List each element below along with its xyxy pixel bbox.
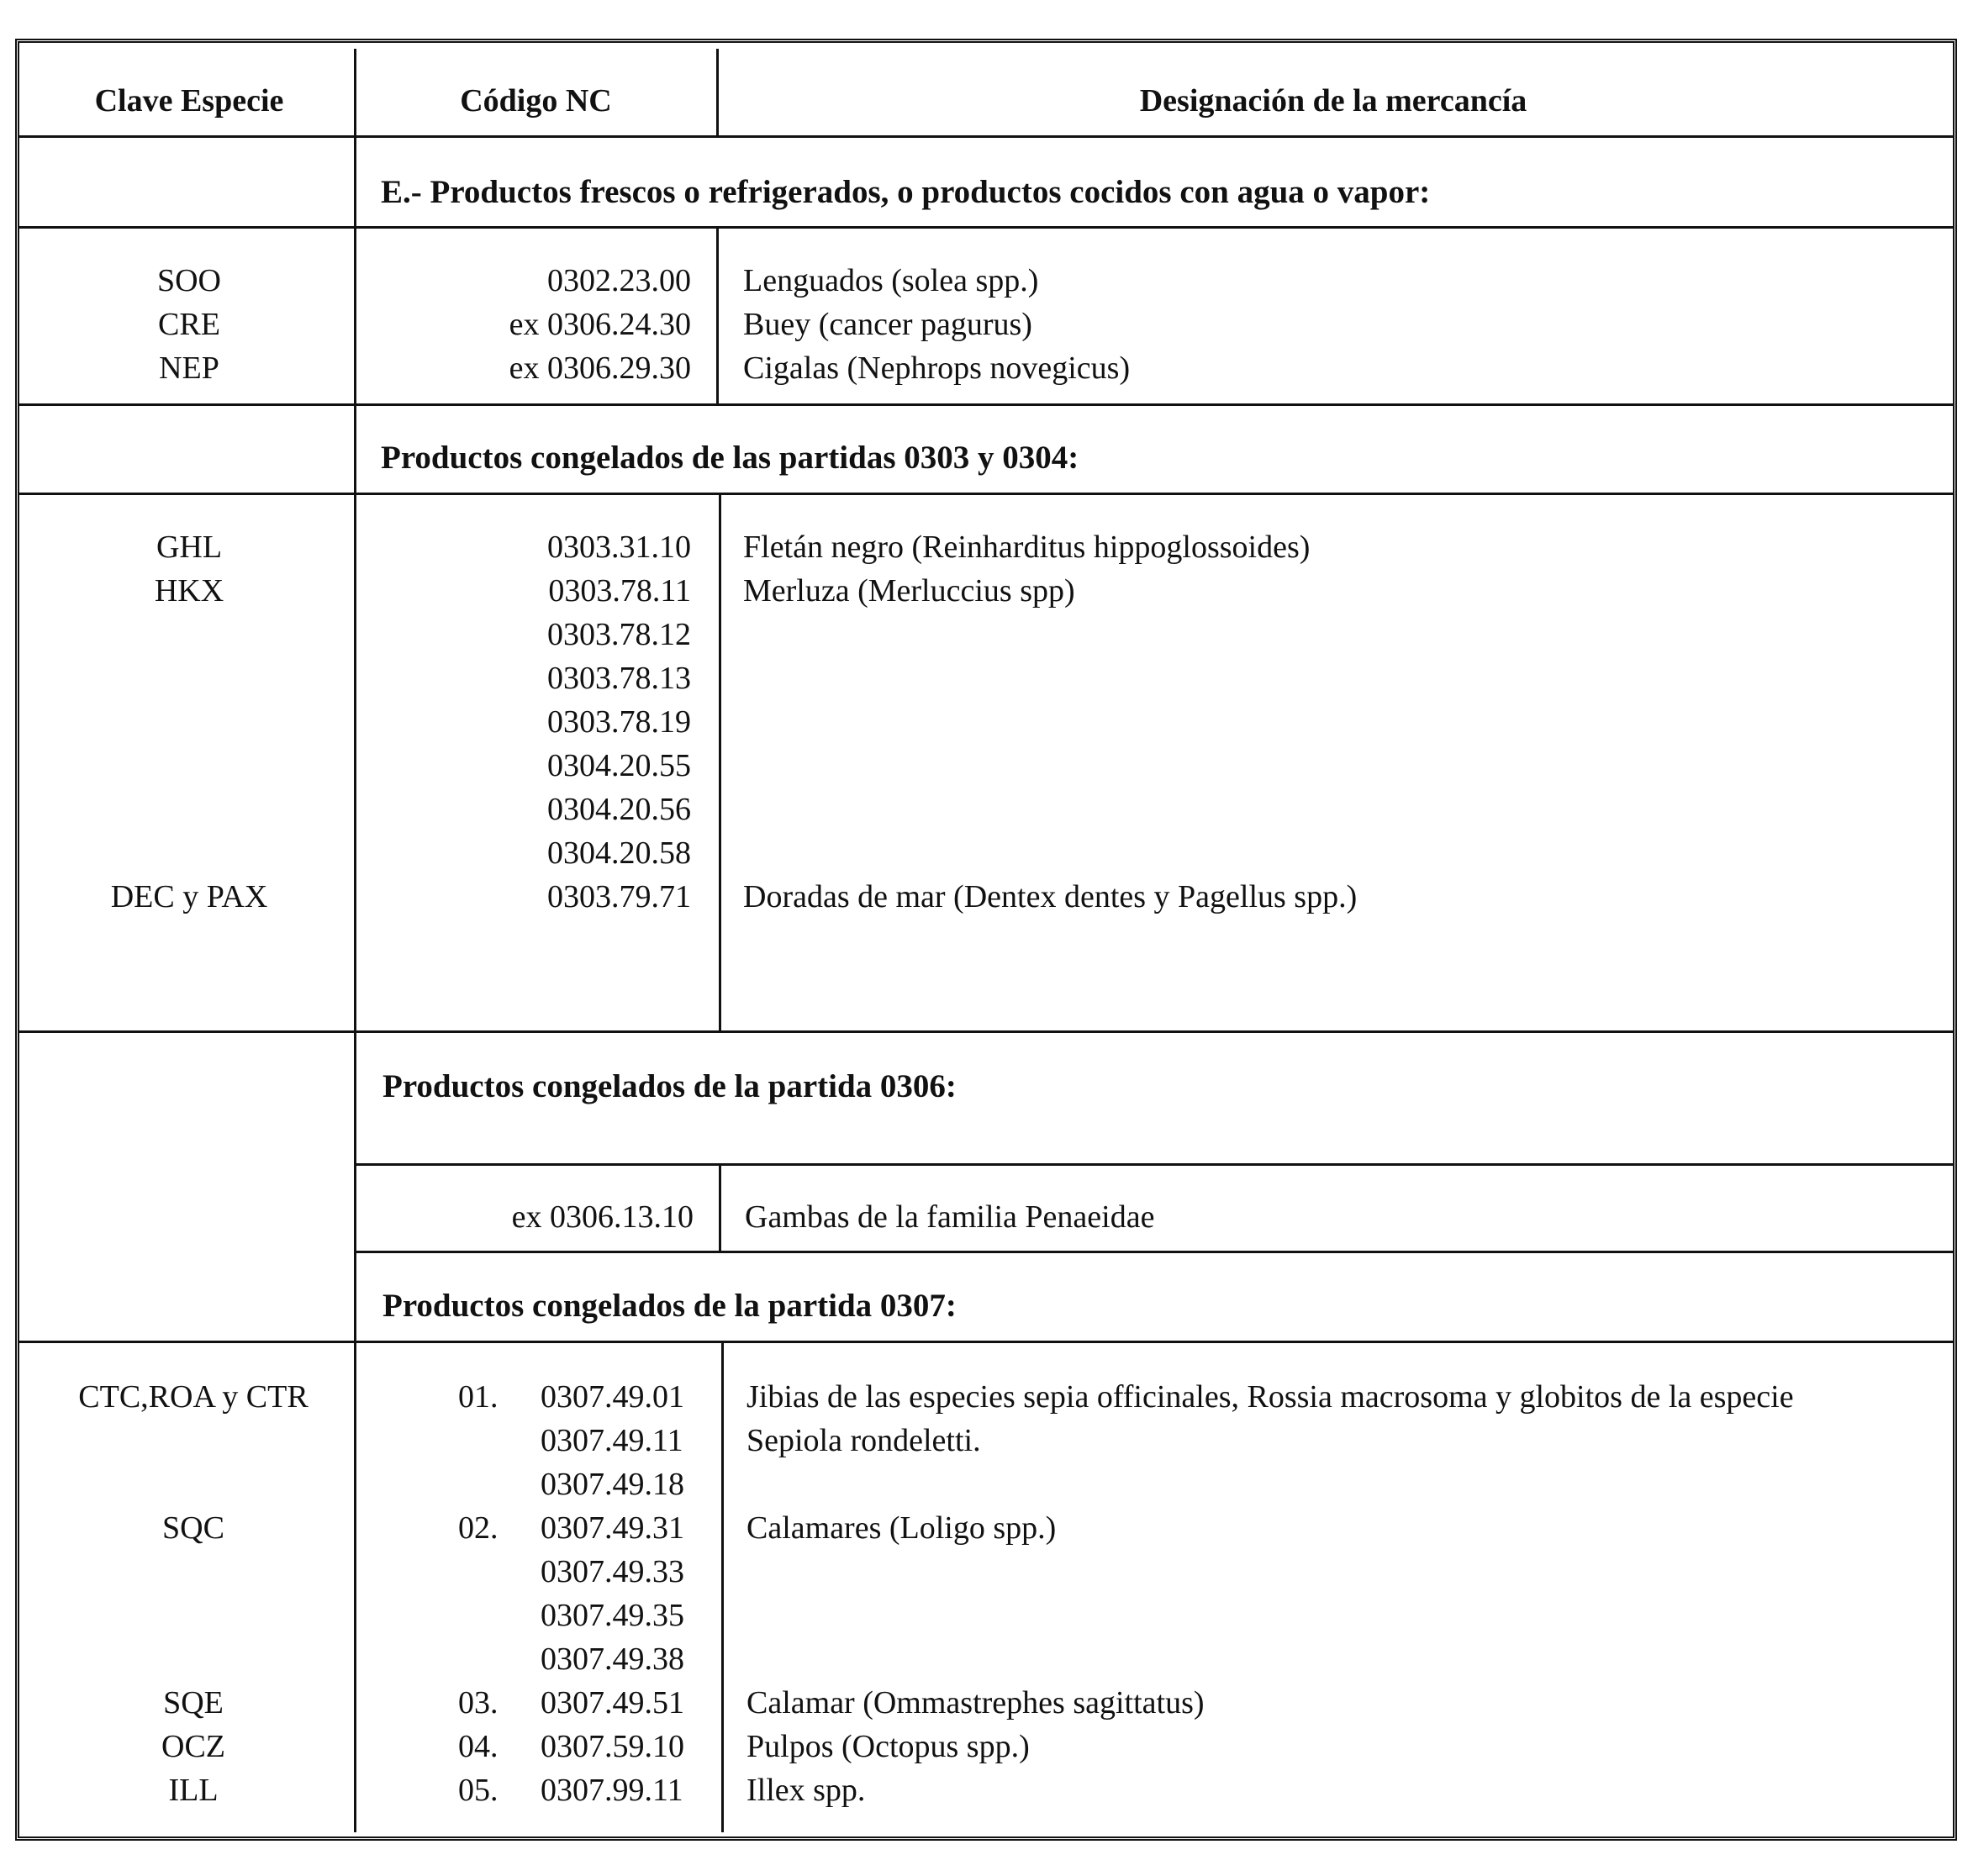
designacion-cell <box>746 1594 1794 1637</box>
row-divider-section-e-end <box>19 403 1953 406</box>
section-title-0307: Productos congelados de la partida 0307: <box>382 1288 957 1324</box>
clave-cell: HKX <box>154 573 224 609</box>
designacion-cell: Sepiola rondeletti. <box>746 1423 981 1458</box>
clave-cell: CRE <box>158 307 220 342</box>
codigo-cell: 0307.59.10 <box>541 1729 684 1764</box>
clave-cell: SQE <box>163 1685 224 1721</box>
designacion-cell: Illex spp. <box>746 1773 866 1808</box>
designacion-cell: Gambas de la familia Penaeidae <box>745 1199 1155 1235</box>
codigo-cell: ex 0306.13.10 <box>511 1199 694 1235</box>
designacion-cell: Doradas de mar (Dentex dentes y Pagellus spp.) <box>743 879 1358 914</box>
item-number: 01. <box>458 1379 499 1415</box>
designacion-cell: Calamar (Ommastrephes sagittatus) <box>746 1685 1205 1721</box>
codigo-cell: 0303.78.11 <box>548 573 691 609</box>
designacion-cell <box>746 1462 1794 1506</box>
codigo-cell: 0304.20.56 <box>547 792 691 827</box>
clave-cell <box>25 1550 361 1594</box>
item-number: 03. <box>458 1685 499 1721</box>
row-divider-header <box>19 135 1953 138</box>
codigo-cell: 0307.49.51 <box>541 1685 684 1721</box>
header-clave-especie: Clave Especie <box>94 83 284 119</box>
section-0307-claves <box>25 1375 361 1812</box>
codigo-cell: 0307.49.35 <box>541 1598 684 1633</box>
designacion-cell: Cigalas (Nephrops novegicus) <box>743 350 1131 386</box>
codigo-cell: ex 0306.24.30 <box>509 307 691 342</box>
section-0307-designaciones <box>746 1375 1794 1812</box>
codigo-cell: 0307.49.33 <box>541 1554 684 1589</box>
clave-cell: GHL <box>156 530 223 565</box>
codigo-cell: 0307.49.01 <box>541 1379 684 1415</box>
section-0307-numeros <box>458 1375 525 1812</box>
clave-cell: ILL <box>168 1773 219 1808</box>
clave-cell: OCZ <box>161 1729 225 1764</box>
column-divider-2-section-0307 <box>721 1342 724 1832</box>
header-designacion: Designación de la mercancía <box>1139 83 1527 119</box>
item-number: 05. <box>458 1773 499 1808</box>
clave-cell <box>25 613 353 656</box>
designacion-cell <box>743 656 1357 700</box>
designacion-cell <box>743 788 1357 831</box>
section-title-0306: Productos congelados de la partida 0306: <box>382 1068 957 1104</box>
section-0303-codigos <box>361 525 691 919</box>
codigo-cell: 0304.20.55 <box>547 748 691 783</box>
section-title-0303-0304: Productos congelados de las partidas 0303 y 0304: <box>381 440 1079 476</box>
designacion-cell: Calamares (Loligo spp.) <box>746 1510 1057 1546</box>
codigo-cell: 0302.23.00 <box>547 263 691 298</box>
clave-cell <box>25 1419 361 1462</box>
codigo-cell: 0307.49.18 <box>541 1467 684 1502</box>
codigo-cell: 0303.78.13 <box>547 661 691 696</box>
column-divider-2-section-e <box>716 227 719 405</box>
codigo-cell: 0303.31.10 <box>547 530 691 565</box>
codigo-cell: 0307.49.31 <box>541 1510 684 1546</box>
codigo-cell: 0303.79.71 <box>547 879 691 914</box>
item-number <box>458 1550 525 1594</box>
row-divider-section-0307-title <box>19 1341 1953 1343</box>
clave-cell <box>25 831 353 875</box>
column-divider-2-section-0303 <box>719 494 721 1032</box>
designacion-cell <box>743 744 1357 788</box>
clave-cell: DEC y PAX <box>110 879 268 914</box>
row-divider-section-0303-end <box>19 1030 1953 1033</box>
item-number <box>458 1637 525 1681</box>
designacion-cell: Fletán negro (Reinharditus hippoglossoides) <box>743 530 1311 565</box>
designacion-cell: Buey (cancer pagurus) <box>743 307 1032 342</box>
codigo-cell: 0307.49.38 <box>541 1642 684 1677</box>
section-e-codigos <box>361 259 691 390</box>
clave-cell <box>25 1594 361 1637</box>
section-0303-designaciones <box>743 525 1357 919</box>
clave-cell <box>25 1637 361 1681</box>
section-title-e: E.- Productos frescos o refrigerados, o productos cocidos con agua o vapor: <box>381 174 1431 210</box>
codigo-cell: 0304.20.58 <box>547 835 691 871</box>
codigo-cell: 0303.78.19 <box>547 704 691 740</box>
item-number <box>458 1594 525 1637</box>
designacion-cell: Merluza (Merluccius spp) <box>743 573 1075 609</box>
codigo-cell: 0307.99.11 <box>541 1773 683 1808</box>
column-divider-2-header <box>716 49 719 137</box>
clave-cell <box>25 656 353 700</box>
section-e-claves <box>25 259 353 390</box>
designacion-cell <box>743 831 1357 875</box>
designacion-cell <box>746 1637 1794 1681</box>
section-0307-codigos <box>541 1375 684 1812</box>
item-number: 02. <box>458 1510 499 1546</box>
section-e-designaciones <box>743 259 1130 390</box>
row-divider-section-0306-end <box>356 1251 1953 1253</box>
item-number: 04. <box>458 1729 499 1764</box>
item-number <box>458 1462 525 1506</box>
designacion-cell: Jibias de las especies sepia officinales, Rossia macrosoma y globitos de la especie <box>746 1379 1794 1415</box>
clave-cell: CTC,ROA y CTR <box>78 1379 309 1415</box>
designacion-cell <box>743 700 1357 744</box>
designacion-cell <box>743 613 1357 656</box>
clave-cell: NEP <box>159 350 219 386</box>
item-number <box>458 1419 525 1462</box>
clave-cell: SQC <box>162 1510 224 1546</box>
clave-cell <box>25 700 353 744</box>
clave-cell <box>25 788 353 831</box>
codigo-cell: 0303.78.12 <box>547 617 691 652</box>
column-divider-2-section-0306 <box>719 1165 721 1252</box>
section-0303-claves <box>25 525 353 919</box>
header-codigo-nc: Código NC <box>460 83 612 119</box>
designacion-cell: Pulpos (Octopus spp.) <box>746 1729 1030 1764</box>
clave-cell <box>25 1462 361 1506</box>
clave-cell <box>25 744 353 788</box>
designacion-cell: Lenguados (solea spp.) <box>743 263 1039 298</box>
row-divider-section-0306-title <box>356 1163 1953 1166</box>
row-divider-section-0303-title <box>19 493 1953 495</box>
row-divider-section-e-title <box>19 226 1953 229</box>
codigo-cell: ex 0306.29.30 <box>509 350 691 386</box>
codigo-cell: 0307.49.11 <box>541 1423 683 1458</box>
clave-cell: SOO <box>156 263 222 298</box>
designacion-cell <box>746 1550 1794 1594</box>
